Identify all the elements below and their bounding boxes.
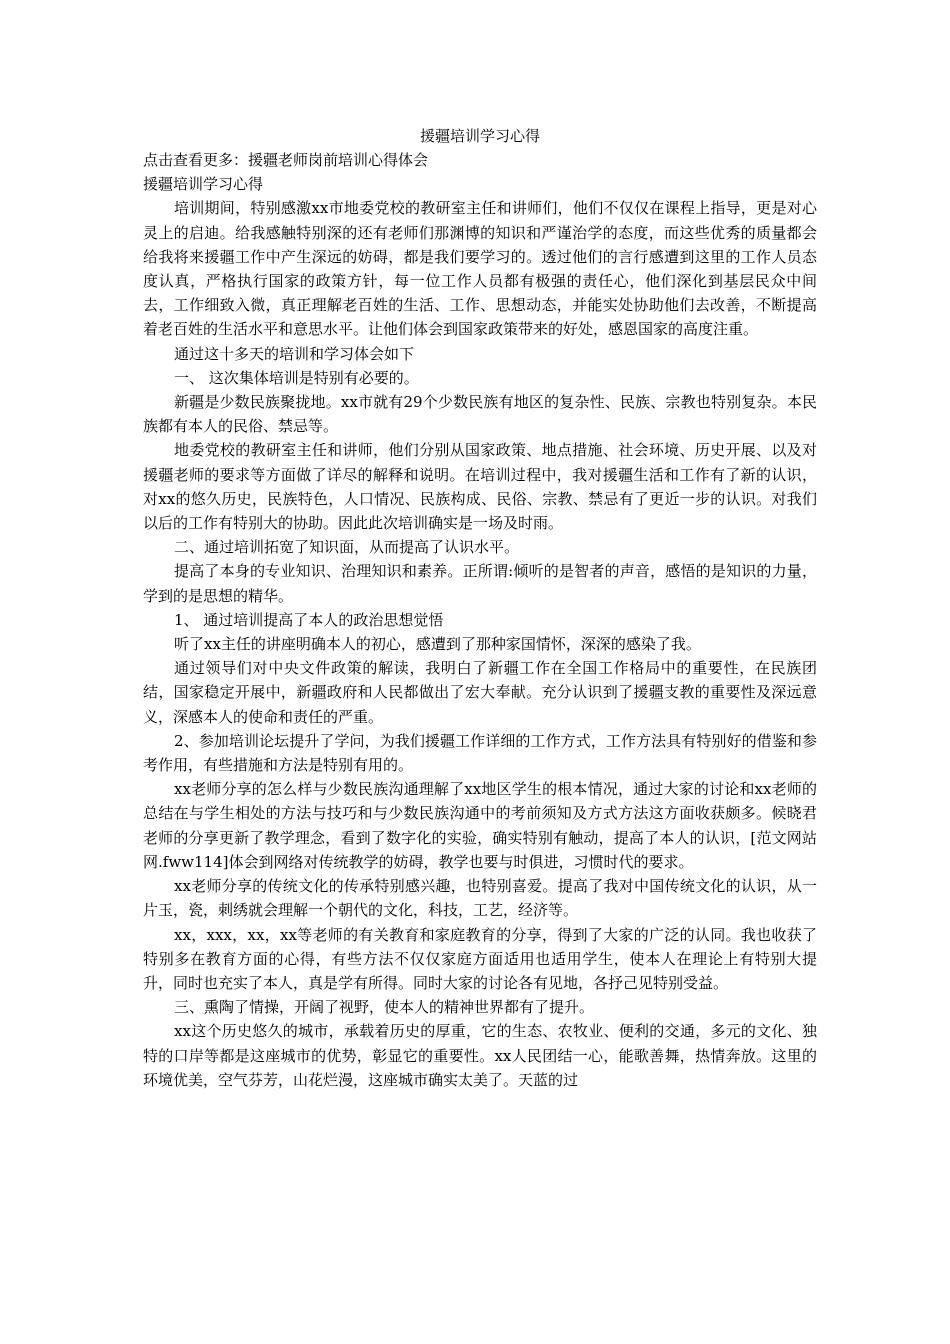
document-subtitle: 援疆培训学习心得 bbox=[143, 175, 264, 194]
paragraph: xx，xxx，xx，xx等老师的有关教育和家庭教育的分享，得到了大家的广泛的认同。我也收获了特别多在教育方面的心得，有些方法不仅仅家庭方面适用也适用学生，使本人在理论上有特别大提升，同时也充实了本人，真是学有所得。同时大家的讨论各有见地，各抒己见特别受益。 bbox=[143, 925, 817, 992]
section-heading: 三、熏陶了情操，开阔了视野，使本人的精神世界都有了提升。 bbox=[174, 998, 595, 1017]
document-body bbox=[143, 196, 817, 1092]
paragraph: 2、参加培训论坛提升了学问，为我们援疆工作详细的工作方式，工作方法具有特别好的借鉴和参考作用，有些措施和方法是特别有用的。 bbox=[143, 731, 817, 775]
paragraph: 听了xx主任的讲座明确本人的初心，感遭到了那种家国情怀，深深的感染了我。 bbox=[174, 635, 701, 654]
section-heading: 一、 这次集体培训是特别有必要的。 bbox=[174, 368, 419, 387]
subsection-heading: 1、 通过培训提高了本人的政治思想觉悟 bbox=[174, 610, 444, 629]
more-link[interactable]: 点击查看更多：援疆老师岗前培训心得体会 bbox=[143, 151, 429, 169]
section-heading: 二、通过培训拓宽了知识面，从而提高了认识水平。 bbox=[174, 538, 520, 557]
paragraph: 新疆是少数民族聚拢地。xx市就有29个少数民族有地区的复杂性、民族、宗教也特别复杂。本民族都有本人的民俗、禁忌等。 bbox=[143, 393, 817, 436]
paragraph: 通过这十多天的培训和学习体会如下 bbox=[174, 344, 415, 363]
paragraph: xx老师分享的传统文化的传承特别感兴趣，也特别喜爱。提高了我对中国传统文化的认识，从一片玉，瓷，刺绣就会理解一个朝代的文化，科技，工艺，经济等。 bbox=[143, 877, 817, 920]
document-title: 援疆培训学习心得 bbox=[419, 127, 540, 145]
document-page bbox=[143, 124, 817, 1092]
paragraph: 地委党校的教研室主任和讲师，他们分别从国家政策、地点措施、社会环境、历史开展、以及对援疆老师的要求等方面做了详尽的解释和说明。在培训过程中，我对援疆生活和工作有了新的认识，对xx的悠久历史，民族特色，人口情况、民族构成、民俗、宗教、禁忌有了更近一步的认识。对我们以后的工作有特别大的协助。因此此次培训确实是一场及时雨。 bbox=[143, 441, 817, 533]
paragraph: 通过领导们对中央文件政策的解读，我明白了新疆工作在全国工作格局中的重要性，在民族团结，国家稳定开展中，新疆政府和人民都做出了宏大奉献。充分认识到了援疆支教的重要性及深远意义，深感本人的使命和责任的严重。 bbox=[143, 659, 817, 726]
paragraph: xx这个历史悠久的城市，承载着历史的厚重，它的生态、农牧业、便利的交通，多元的文化、独特的口岸等都是这座城市的优势，彰显它的重要性。xx人民团结一心，能歌善舞，热情奔放。这里的环境优美，空气芬芳，山花烂漫，这座城市确实太美了。天蓝的过 bbox=[143, 1022, 817, 1089]
paragraph: xx老师分享的怎么样与少数民族沟通理解了xx地区学生的根本情况，通过大家的讨论和xx老师的总结在与学生相处的方法与技巧和与少数民族沟通中的考前须知及方式方法这方面收获颇多。候晓君老师的分享更新了教学理念，看到了数字化的实验，确实特别有触动，提高了本人的认识，[范文网站网.fww114]体会到网络对传统教学的妨碍，教学也要与时俱进，习惯时代的要求。 bbox=[143, 780, 817, 871]
paragraph: 培训期间，特别感激xx市地委党校的教研室主任和讲师们，他们不仅仅在课程上指导，更是对心灵上的启迪。给我感触特别深的还有老师们那渊博的知识和严谨治学的态度，而这些优秀的质量都会给我将来援疆工作中产生深远的妨碍，都是我们要学习的。透过他们的言行感遭到这里的工作人员态度认真，严格执行国家的政策方针，每一位工作人员都有极强的责任心，他们深化到基层民众中间去，工作细致入微，真正理解老百姓的生活、工作、思想动态，并能实处协助他们去改善，不断提高着老百姓的生活水平和意思水平。让他们体会到国家政策带来的好处，感恩国家的高度注重。 bbox=[143, 199, 817, 339]
paragraph: 提高了本身的专业知识、治理知识和素养。正所谓:倾听的是智者的声音，感悟的是知识的力量，学到的是思想的精华。 bbox=[143, 562, 817, 605]
